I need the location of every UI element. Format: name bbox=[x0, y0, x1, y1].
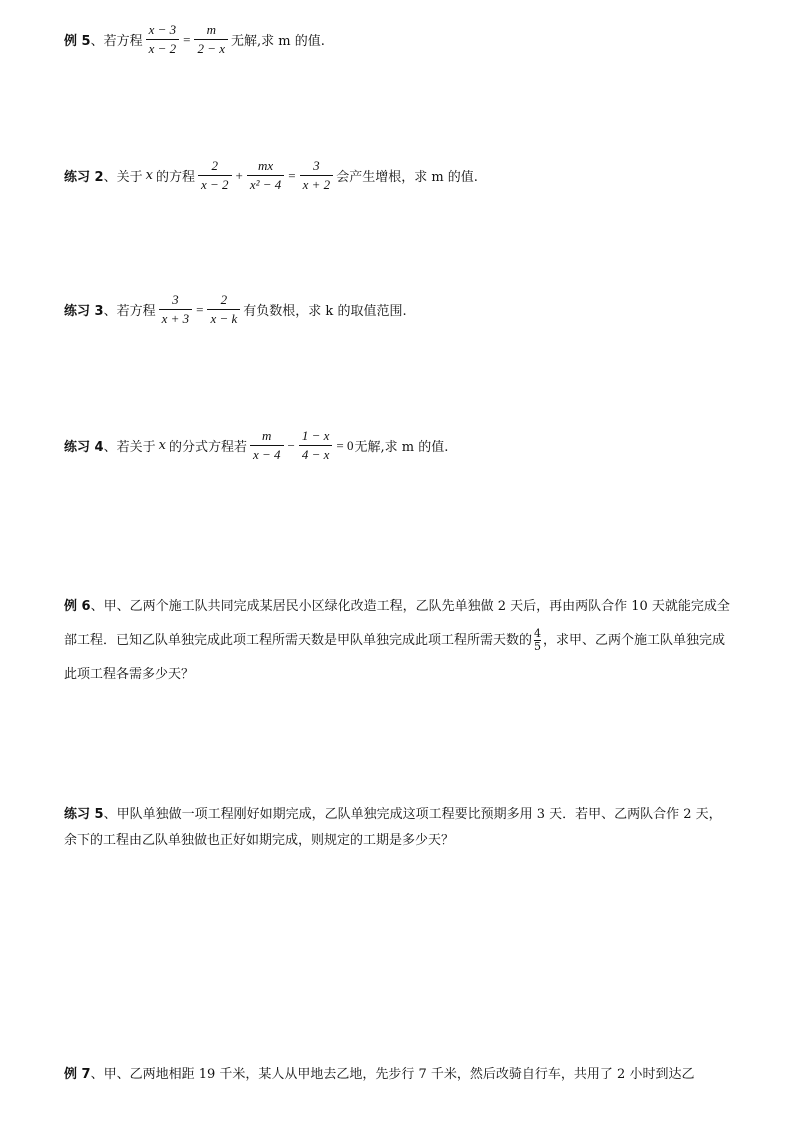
practice-3-tail: 有负数根，求 k 的取值范围. bbox=[243, 304, 407, 319]
numerator: m bbox=[262, 428, 272, 443]
example-7-label: 例 7 bbox=[64, 1067, 91, 1082]
fraction-four-fifths bbox=[534, 628, 541, 653]
practice-4-label: 练习 4 bbox=[64, 440, 104, 455]
numerator: mx bbox=[257, 158, 274, 173]
equals-sign: = bbox=[183, 31, 191, 47]
numerator: 1 − x bbox=[301, 428, 330, 443]
denominator: x + 3 bbox=[159, 309, 193, 327]
fraction bbox=[159, 292, 193, 327]
variable-x: x bbox=[145, 168, 153, 183]
numerator: 3 bbox=[172, 292, 179, 307]
practice-4-mid: 的分式方程若 bbox=[168, 440, 247, 455]
fraction bbox=[198, 158, 232, 193]
variable-x: x bbox=[158, 438, 166, 453]
denominator: x + 2 bbox=[300, 175, 334, 193]
practice-2-label: 练习 2 bbox=[64, 170, 104, 185]
practice-5-text: 、甲队单独做一项工程刚好如期完成，乙队单独完成这项工程要比预期多用 3 天．若甲、乙两队合作 2 天，余下的工程由乙队单独做也正好如期完成，则规定的工期是多少天？ bbox=[64, 807, 722, 848]
equals-sign: = bbox=[196, 301, 204, 317]
denominator: x − k bbox=[207, 309, 240, 327]
numerator: 3 bbox=[313, 158, 320, 173]
practice-4 bbox=[64, 428, 448, 463]
fraction bbox=[194, 22, 228, 57]
practice-2 bbox=[64, 158, 478, 193]
denominator: x − 2 bbox=[146, 39, 180, 57]
example-7-text: 、甲、乙两地相距 19 千米，某人从甲地去乙地，先步行 7 千米，然后改骑自行车，共用了 2 小时到达乙 bbox=[90, 1067, 695, 1082]
example-5-tail: 无解,求 m 的值. bbox=[231, 34, 325, 49]
denominator: 5 bbox=[534, 640, 542, 653]
practice-4-lead: 、若关于 bbox=[103, 440, 156, 455]
example-6 bbox=[64, 590, 732, 692]
denominator: x − 4 bbox=[250, 445, 284, 463]
denominator: 2 − x bbox=[194, 39, 228, 57]
numerator: 2 bbox=[211, 158, 218, 173]
equals-zero: = 0 bbox=[336, 437, 354, 453]
practice-2-lead: 、关于 bbox=[103, 170, 143, 185]
practice-4-tail: 无解,求 m 的值. bbox=[354, 440, 449, 455]
numerator: x − 3 bbox=[148, 22, 177, 37]
fraction bbox=[207, 292, 240, 327]
example-6-text-part2: ，求甲、乙两个施工队单独完成此项工程各需多少天？ bbox=[64, 633, 726, 682]
example-5 bbox=[64, 22, 325, 57]
denominator: x − 2 bbox=[198, 175, 232, 193]
practice-5 bbox=[64, 802, 732, 854]
practice-3-label: 练习 3 bbox=[64, 304, 104, 319]
fraction bbox=[247, 158, 284, 193]
fraction bbox=[300, 158, 334, 193]
fraction bbox=[146, 22, 180, 57]
denominator: x² − 4 bbox=[247, 175, 284, 193]
practice-2-tail: 会产生增根，求 m 的值. bbox=[336, 170, 478, 185]
denominator: 4 − x bbox=[299, 445, 333, 463]
fraction bbox=[299, 428, 333, 463]
example-6-label: 例 6 bbox=[64, 599, 91, 614]
practice-3-lead: 、若方程 bbox=[103, 304, 156, 319]
minus-sign: − bbox=[287, 437, 295, 453]
numerator: 4 bbox=[534, 627, 542, 640]
example-7 bbox=[64, 1062, 732, 1088]
numerator: m bbox=[206, 22, 216, 37]
numerator: 2 bbox=[220, 292, 228, 307]
practice-3 bbox=[64, 292, 407, 327]
example-5-label: 例 5 bbox=[64, 34, 91, 49]
plus-sign: + bbox=[235, 167, 243, 183]
equals-sign: = bbox=[288, 167, 296, 183]
example-6-text-part1: 、甲、乙两个施工队共同完成某居民小区绿化改造工程，乙队先单独做 2 天后，再由两队合作 10 天就能完成全部工程．已知乙队单独完成此项工程所需天数是甲队单独完成此项工程所需天数的 bbox=[64, 599, 730, 648]
practice-5-label: 练习 5 bbox=[64, 807, 104, 822]
example-5-lead: 、若方程 bbox=[90, 34, 143, 49]
practice-2-mid: 的方程 bbox=[155, 170, 195, 185]
fraction bbox=[250, 428, 284, 463]
